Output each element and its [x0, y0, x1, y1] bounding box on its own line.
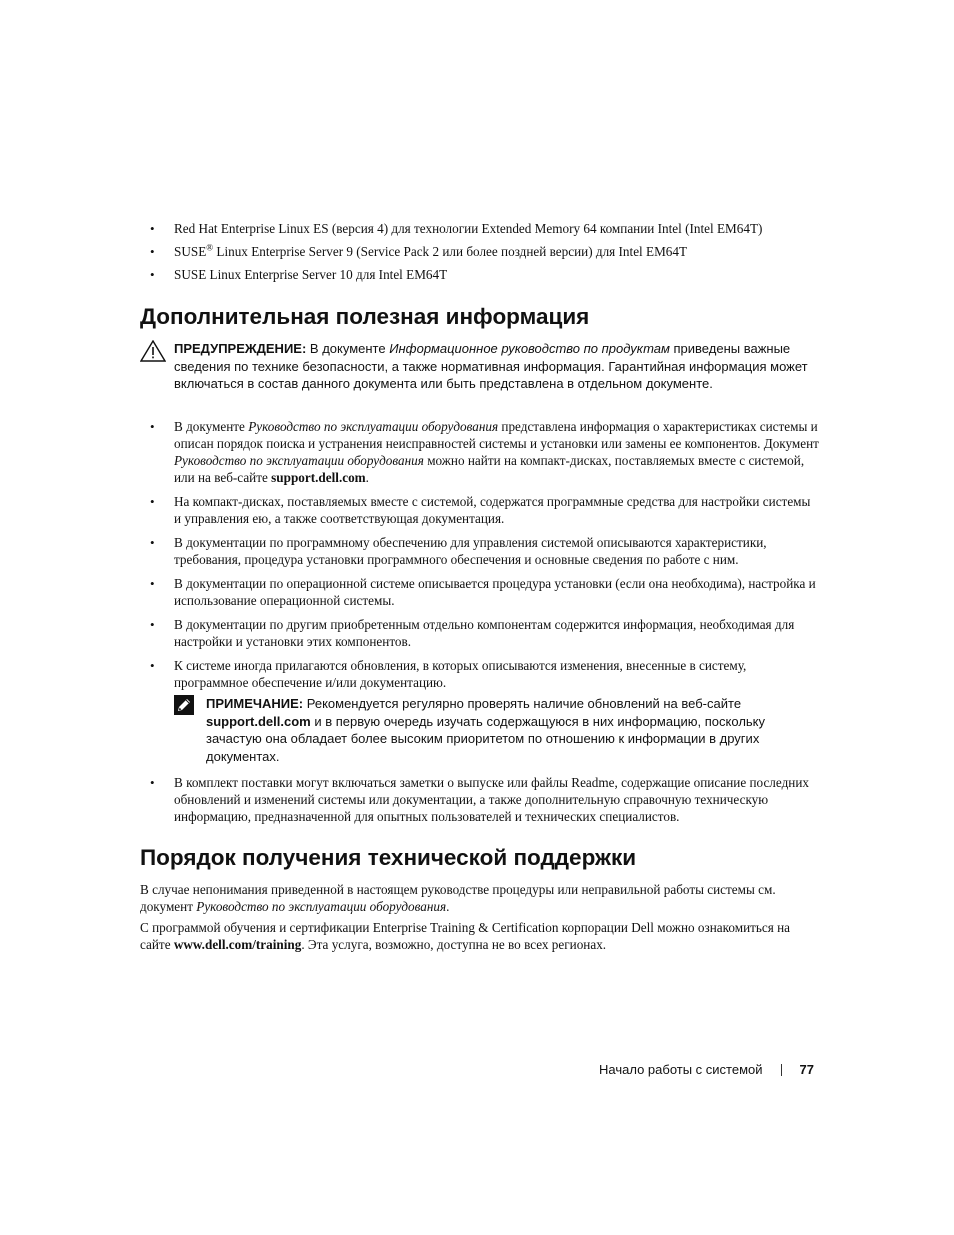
- list-item-text: В документации по другим приобретенным отдельно компонентам содержится информация, необходимая для настройки и установки этих компонентов.: [174, 617, 795, 649]
- list-item-text: В документации по программному обеспечению для управления системой описываются характеристики, требования, процедура установки программного обеспечения и основные сведения по работе с ним.: [174, 535, 767, 567]
- note-pencil-icon: [174, 695, 194, 715]
- bullet-icon: •: [150, 494, 155, 509]
- list-item-text: В комплект поставки могут включаться заметки о выпуске или файлы Readme, содержащие описание последних обновлений и изменений системы или документации, а также дополнительную справочную техническую информацию, предназначенной для опытных пользователей и технических специалистов.: [174, 775, 809, 824]
- list-item-text: .: [365, 470, 369, 485]
- footer-divider: [781, 1064, 782, 1076]
- list-item-text: К системе иногда прилагаются обновления, в которых описываются изменения, внесенные в систему, программное обеспечение и/или документацию.: [174, 658, 747, 690]
- doc-title: Руководство по эксплуатации оборудования: [174, 453, 424, 468]
- section-heading-tech-support: Порядок получения технической поддержки: [140, 845, 637, 870]
- bullet-icon: •: [150, 267, 155, 282]
- list-item: [140, 493, 820, 527]
- paragraph: [140, 919, 820, 953]
- list-item: [140, 534, 820, 568]
- note-text-part: и в первую очередь изучать содержащуюся в них информацию, поскольку зачастую она обладает более высоким приоритетом по отношению к информации в других документах.: [206, 713, 766, 764]
- warning-doc-title: Информационное руководство по продуктам: [389, 341, 670, 356]
- training-link[interactable]: www.dell.com/training: [173, 937, 302, 952]
- paragraph-text: В случае непонимания приведенной в настоящем руководстве процедуры или неправильной работы системы см. документ: [140, 882, 776, 914]
- page-number: 77: [799, 1062, 814, 1077]
- bullet-icon: •: [150, 244, 155, 259]
- list-item-text: Red Hat Enterprise Linux ES (версия 4) для технологии Extended Memory 64 компании Intel (Intel EM64T): [174, 221, 763, 236]
- list-item-text-pre: SUSE: [174, 244, 207, 259]
- list-item: [140, 266, 820, 283]
- paragraph-text: С программой обучения и сертификации Enterprise Training & Certification корпорации Dell можно ознакомиться на сайте: [140, 920, 791, 952]
- list-item-text: SUSE Linux Enterprise Server 10 для Intel EM64T: [174, 267, 448, 282]
- section-heading-additional-info: Дополнительная полезная информация: [140, 304, 590, 329]
- note-label: ПРИМЕЧАНИЕ:: [206, 696, 304, 711]
- warning-text-part: В документе: [306, 341, 390, 356]
- info-list: [140, 418, 820, 832]
- doc-title: Руководство по эксплуатации оборудования: [248, 419, 499, 434]
- warning-text: [174, 340, 812, 393]
- list-item-text: представлена информация о характеристиках системы и описан порядок поиска и устранения неисправностей системы и установки или замены ее компонентов. Документ: [174, 419, 819, 451]
- list-item: [140, 774, 820, 825]
- warning-block: [140, 340, 812, 393]
- bullet-icon: •: [150, 535, 155, 550]
- list-item-text-post: Linux Enterprise Server 9 (Service Pack 2 или более поздней версии) для Intel EM64T: [213, 244, 688, 259]
- warning-triangle-icon: [140, 340, 166, 362]
- doc-title: Руководство по эксплуатации оборудования: [196, 899, 447, 914]
- bullet-icon: •: [150, 658, 155, 673]
- support-link[interactable]: support.dell.com: [271, 470, 366, 485]
- list-item-text: В документации по операционной системе описывается процедура установки (если она необходима), настройка и использование операционной системы.: [174, 576, 816, 608]
- warning-text-part: приведены важные сведения по технике безопасности, а также нормативная информация. Гарантийная информация может включаться в состав данного документа или быть представлена в отдельном документе.: [174, 341, 808, 391]
- list-item-text: В документе: [174, 419, 249, 434]
- bullet-icon: •: [150, 221, 155, 236]
- page-footer: [599, 1062, 814, 1077]
- list-item: [140, 616, 820, 650]
- paragraph: [140, 881, 820, 915]
- list-item-text: можно найти на компакт-дисках, поставляемых вместе с системой, или на веб-сайте: [174, 453, 805, 485]
- list-item: [140, 243, 820, 260]
- warning-label: ПРЕДУПРЕЖДЕНИЕ:: [174, 341, 307, 356]
- note-text-part: Рекомендуется регулярно проверять наличие обновлений на веб-сайте: [303, 696, 742, 711]
- list-item: [140, 220, 820, 237]
- list-item: [140, 418, 820, 486]
- bullet-icon: •: [150, 576, 155, 591]
- note-text: [206, 695, 814, 765]
- list-item-text: На компакт-дисках, поставляемых вместе с системой, содержатся программные средства для настройки системы и управления ею, а также соответствующая документация.: [174, 494, 811, 526]
- bullet-icon: •: [150, 617, 155, 632]
- note-container: [140, 695, 820, 765]
- paragraph-text: . Эта услуга, возможно, доступна не во всех регионах.: [301, 937, 607, 952]
- registered-mark: ®: [206, 242, 214, 253]
- os-list: [140, 220, 820, 289]
- footer-section-title: Начало работы с системой: [599, 1062, 763, 1077]
- bullet-icon: •: [150, 775, 155, 790]
- paragraph-text: .: [446, 899, 450, 914]
- note-block: [174, 695, 820, 765]
- list-item: [140, 575, 820, 609]
- list-item: [140, 657, 820, 691]
- bullet-icon: •: [150, 419, 155, 434]
- support-link[interactable]: support.dell.com: [206, 713, 311, 729]
